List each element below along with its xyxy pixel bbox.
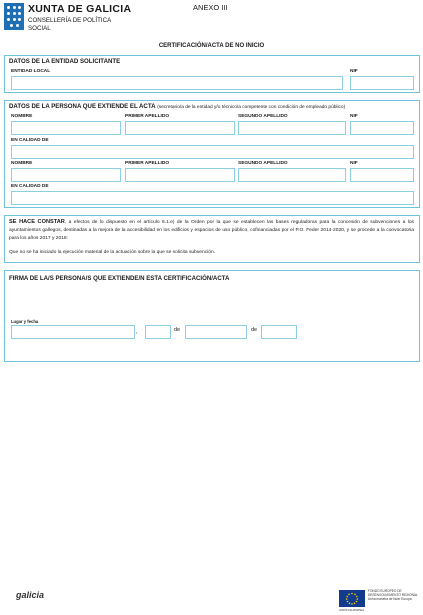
person2-apellido2-label: SEGUNDO APELLIDO: [238, 161, 288, 166]
person1-nif-label: NIF: [350, 114, 358, 119]
person2-nif-field[interactable]: [350, 168, 414, 182]
person2-nif-label: NIF: [350, 161, 358, 166]
persons-section-title: DATOS DE LA PERSONA QUE EXTIENDE EL ACTA (secretario/a de la entidad y/o técnico/a competente con condición de empleado público): [9, 103, 346, 110]
person2-apellido1-label: PRIMER APELLIDO: [125, 161, 170, 166]
person1-calidad-field[interactable]: [11, 145, 414, 159]
person1-apellido1-label: PRIMER APELLIDO: [125, 114, 170, 119]
entity-section-title: DATOS DE LA ENTIDAD SOLICITANTE: [9, 58, 121, 65]
persons-section: [4, 100, 420, 208]
page-title: CERTIFICACIÓN/ACTA DE NO INICIO: [158, 43, 265, 49]
signature-section: [4, 270, 420, 362]
statement-conclusion: Que no se ha iniciado la ejecución material de la actuación sobre la que se solicita subvención.: [9, 250, 216, 255]
statement-section: [4, 215, 420, 263]
person1-apellido1-field[interactable]: [125, 121, 235, 135]
statement-text: SE HACE CONSTAR, a efectos de lo dispuesto en el artículo 6.1.e) de la Orden por la que se establecen las bases reguladoras para la concesión de subvenciones a los ayuntamientos gallegos, destinadas a la mejora de la accesibilidad en los edificios y espacios de uso público, cofinanciadas por el P.O. Feder 2014-2020, y se procede a la convocatoria para los años 2017 y 2018:: [9, 219, 414, 241]
entity-local-field[interactable]: [11, 76, 343, 90]
entity-section: [4, 55, 420, 93]
entity-nif-label: NIF: [350, 69, 358, 74]
person1-calidad-label: EN CALIDAD DE: [11, 138, 49, 143]
person1-apellido2-field[interactable]: [238, 121, 346, 135]
person1-nif-field[interactable]: [350, 121, 414, 135]
annex-label: ANEXO III: [193, 3, 228, 12]
person2-calidad-label: EN CALIDAD DE: [11, 184, 49, 189]
year-field[interactable]: [261, 325, 297, 339]
day-field[interactable]: [145, 325, 171, 339]
signature-section-title: FIRMA DE LA/S PERSONA/S QUE EXTIENDE/N ESTA CERTIFICACIÓN/ACTA: [9, 275, 230, 282]
person1-nombre-label: NOMBRE: [11, 114, 33, 119]
entity-local-label: ENTIDAD LOCAL: [11, 69, 51, 74]
entity-nif-field[interactable]: [350, 76, 414, 90]
erdf-text: FONDO EUROPEO DE DESENVOLVEMENTO REXIONAL Unha maneira de facer Europa: [368, 589, 418, 601]
person2-nombre-field[interactable]: [11, 168, 121, 182]
month-field[interactable]: [185, 325, 247, 339]
eu-caption: UNIÓN EUROPEA: [339, 608, 365, 612]
org-title: XUNTA DE GALICIA: [28, 3, 132, 15]
person1-nombre-field[interactable]: [11, 121, 121, 135]
person2-calidad-field[interactable]: [11, 191, 414, 205]
place-field[interactable]: [11, 325, 135, 339]
person2-apellido1-field[interactable]: [125, 168, 235, 182]
person2-nombre-label: NOMBRE: [11, 161, 33, 166]
person2-apellido2-field[interactable]: [238, 168, 346, 182]
galicia-logo: galicia: [16, 590, 45, 600]
eu-flag-icon: [339, 590, 365, 607]
de-separator-1: de: [174, 327, 181, 333]
org-subtitle: CONSELLERÍA DE POLÍTICA SOCIAL: [28, 17, 112, 32]
place-date-label: Lugar y fecha: [11, 319, 39, 324]
xunta-logo-icon: [4, 3, 24, 30]
de-separator-2: de: [251, 327, 258, 333]
comma-separator: ,: [136, 329, 138, 335]
person1-apellido2-label: SEGUNDO APELLIDO: [238, 114, 288, 119]
